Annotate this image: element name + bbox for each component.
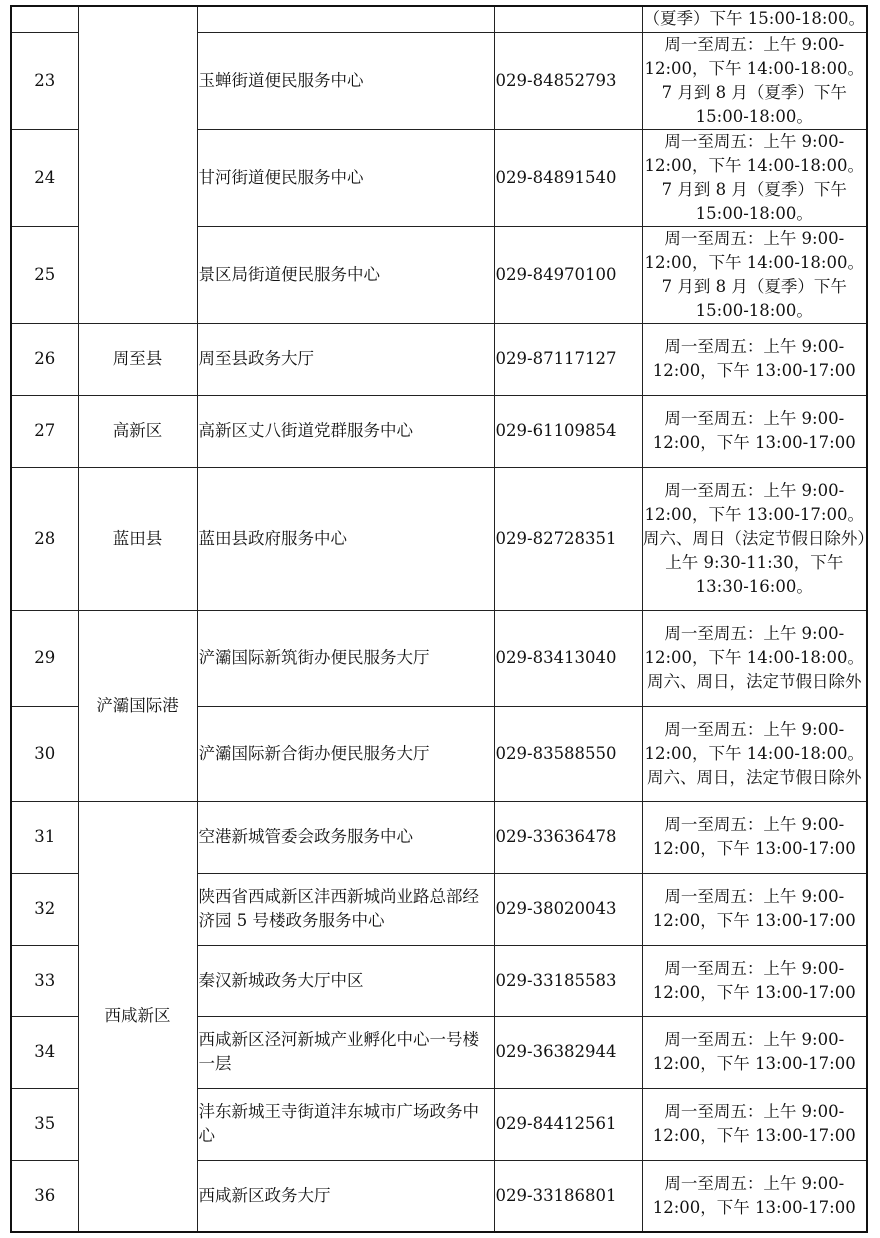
office-hours: 周一至周五：上午 9:00-12:00，下午 13:00-17:00 (642, 945, 867, 1016)
center-name: 空港新城管委会政务服务中心 (197, 801, 494, 873)
row-number: 23 (11, 32, 78, 129)
phone-number: 029-82728351 (494, 467, 642, 610)
row-number: 32 (11, 873, 78, 945)
phone-number: 029-36382944 (494, 1016, 642, 1088)
row-number (11, 6, 78, 32)
center-name: 浐灞国际新合街办便民服务大厅 (197, 706, 494, 801)
center-name (197, 6, 494, 32)
center-name: 蓝田县政府服务中心 (197, 467, 494, 610)
phone-number: 029-84970100 (494, 226, 642, 323)
phone-number: 029-33185583 (494, 945, 642, 1016)
row-number: 31 (11, 801, 78, 873)
phone-number: 029-83413040 (494, 610, 642, 706)
table-row (11, 801, 867, 873)
district-cell (78, 6, 197, 323)
center-name: 玉蝉街道便民服务中心 (197, 32, 494, 129)
phone-number: 029-84891540 (494, 129, 642, 226)
row-number: 28 (11, 467, 78, 610)
district-cell: 浐灞国际港 (78, 610, 197, 801)
phone-number: 029-87117127 (494, 323, 642, 395)
phone-number: 029-61109854 (494, 395, 642, 467)
phone-number (494, 6, 642, 32)
center-name: 陕西省西咸新区沣西新城尚业路总部经济园 5 号楼政务服务中心 (197, 873, 494, 945)
center-name: 浐灞国际新筑街办便民服务大厅 (197, 610, 494, 706)
district-cell: 蓝田县 (78, 467, 197, 610)
row-number: 26 (11, 323, 78, 395)
phone-number: 029-84412561 (494, 1088, 642, 1160)
office-hours: 周一至周五：上午 9:00-12:00，下午 14:00-18:00。周六、周日，法定节假日除外 (642, 610, 867, 706)
center-name: 高新区丈八街道党群服务中心 (197, 395, 494, 467)
row-number: 25 (11, 226, 78, 323)
office-hours: （夏季）下午 15:00-18:00。 (642, 6, 867, 32)
office-hours: 周一至周五：上午 9:00-12:00，下午 13:00-17:00 (642, 1016, 867, 1088)
office-hours: 周一至周五：上午 9:00-12:00，下午 14:00-18:00。7 月到 8 月（夏季）下午 15:00-18:00。 (642, 226, 867, 323)
office-hours: 周一至周五：上午 9:00-12:00，下午 14:00-18:00。7 月到 8 月（夏季）下午 15:00-18:00。 (642, 129, 867, 226)
center-name: 周至县政务大厅 (197, 323, 494, 395)
office-hours: 周一至周五：上午 9:00-12:00，下午 13:00-17:00 (642, 1088, 867, 1160)
office-hours: 周一至周五：上午 9:00-12:00，下午 13:00-17:00 (642, 323, 867, 395)
table-row (11, 610, 867, 706)
table-row (11, 467, 867, 610)
center-name: 秦汉新城政务大厅中区 (197, 945, 494, 1016)
phone-number: 029-84852793 (494, 32, 642, 129)
office-hours: 周一至周五：上午 9:00-12:00，下午 13:00-17:00 (642, 1160, 867, 1232)
row-number: 27 (11, 395, 78, 467)
office-hours: 周一至周五：上午 9:00-12:00，下午 14:00-18:00。7 月到 8 月（夏季）下午 15:00-18:00。 (642, 32, 867, 129)
center-name: 甘河街道便民服务中心 (197, 129, 494, 226)
phone-number: 029-33186801 (494, 1160, 642, 1232)
phone-number: 029-83588550 (494, 706, 642, 801)
phone-number: 029-33636478 (494, 801, 642, 873)
office-hours: 周一至周五：上午 9:00-12:00，下午 13:00-17:00 (642, 395, 867, 467)
table-row (11, 323, 867, 395)
office-hours: 周一至周五：上午 9:00-12:00，下午 13:00-17:00 (642, 801, 867, 873)
center-name: 景区局街道便民服务中心 (197, 226, 494, 323)
service-center-table (10, 5, 868, 1233)
row-number: 33 (11, 945, 78, 1016)
office-hours: 周一至周五：上午 9:00-12:00，下午 13:00-17:00 (642, 873, 867, 945)
district-cell: 高新区 (78, 395, 197, 467)
row-number: 34 (11, 1016, 78, 1088)
center-name: 西咸新区政务大厅 (197, 1160, 494, 1232)
row-number: 30 (11, 706, 78, 801)
center-name: 沣东新城王寺街道沣东城市广场政务中心 (197, 1088, 494, 1160)
district-cell: 西咸新区 (78, 801, 197, 1232)
office-hours: 周一至周五：上午 9:00-12:00，下午 14:00-18:00。周六、周日，法定节假日除外 (642, 706, 867, 801)
phone-number: 029-38020043 (494, 873, 642, 945)
center-name: 西咸新区泾河新城产业孵化中心一号楼一层 (197, 1016, 494, 1088)
row-number: 35 (11, 1088, 78, 1160)
row-number: 24 (11, 129, 78, 226)
row-number: 36 (11, 1160, 78, 1232)
table-row (11, 395, 867, 467)
district-cell: 周至县 (78, 323, 197, 395)
office-hours: 周一至周五：上午 9:00-12:00，下午 13:00-17:00。周六、周日（法定节假日除外）上午 9:30-11:30，下午 13:30-16:00。 (642, 467, 867, 610)
table-row (11, 6, 867, 32)
row-number: 29 (11, 610, 78, 706)
